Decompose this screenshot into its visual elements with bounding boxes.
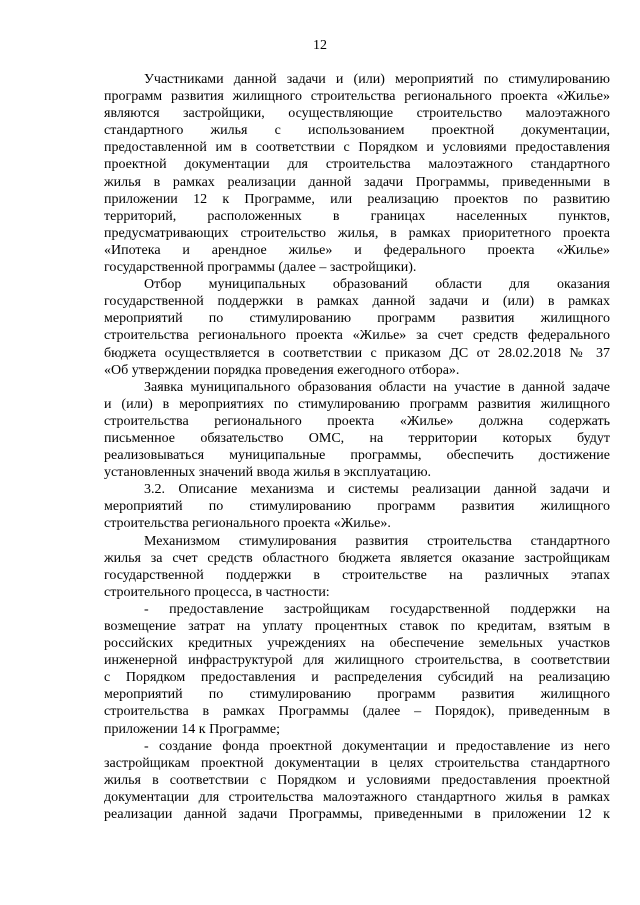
text-line: программ развития жилищного строительства регионального проекта «Жилье»: [104, 89, 610, 105]
text-line: строительного процесса, в частности:: [104, 584, 330, 600]
text-line: мероприятий по стимулированию программ развития жилищного: [104, 311, 610, 327]
text-line: жилья в рамках реализации данной задачи Программы, приведенными в: [104, 174, 610, 190]
text-line: российских кредитных учреждениях на обеспечение земельных участков: [104, 636, 610, 652]
text-line: бюджета осуществляется в соответствии с приказом ДС от 28.02.2018 № 37: [104, 345, 610, 361]
text-line: приложении 12 к Программе, или реализацию проектов по развитию: [104, 191, 610, 207]
text-line: являются застройщики, осуществляющие строительство малоэтажного: [104, 106, 610, 122]
text-line: инженерной инфраструктурой для жилищного строительства, в соответствии: [104, 653, 610, 669]
paragraph: [104, 71, 610, 276]
paragraph: [104, 601, 610, 738]
text-line: Заявка муниципального образования области на участие в данной задаче: [144, 379, 610, 395]
text-line: Отбор муниципальных образований области для оказания: [144, 277, 610, 293]
text-line: - предоставление застройщикам государственной поддержки на: [144, 601, 610, 617]
text-line: жилья за счет средств областного бюджета является оказание застройщикам: [104, 550, 610, 566]
text-line: мероприятий по стимулированию программ развития жилищного: [104, 687, 610, 703]
text-line: реализовываться муниципальные программы, обеспечить достижение: [104, 448, 610, 464]
text-line: - создание фонда проектной документации и предоставление из него: [144, 738, 610, 754]
paragraph: [104, 276, 610, 379]
text-line: государственной программы (далее – застройщики).: [104, 260, 417, 276]
text-line: строительства в рамках Программы (далее – Порядок), приведенным в: [104, 704, 610, 720]
text-line: жилья в соответствии с Порядком и условиями предоставления проектной: [104, 772, 610, 788]
paragraph: [104, 481, 610, 532]
text-line: предусматривающих строительство жилья, в рамках приоритетного проекта: [104, 225, 610, 241]
text-line: предоставленной им в соответствии с Порядком и условиями предоставления: [104, 140, 610, 156]
page-body: [104, 71, 610, 823]
text-line: мероприятий по стимулированию программ развития жилищного: [104, 499, 610, 515]
text-line: строительства регионального проекта «Жилье».: [104, 516, 391, 532]
text-line: Участниками данной задачи и (или) мероприятий по стимулированию: [144, 72, 610, 87]
text-line: 3.2. Описание механизма и системы реализации данной задачи и: [144, 482, 610, 498]
text-line: проектной документации для строительства малоэтажного стандартного: [104, 157, 610, 173]
text-line: территорий, расположенных в границах населенных пунктов,: [104, 208, 610, 224]
text-line: возмещение затрат на уплату процентных ставок по кредитам, взятым в: [104, 619, 610, 634]
paragraph: [104, 738, 610, 823]
text-line: «Об утверждении порядка проведения ежегодного отбора».: [104, 362, 460, 378]
text-line: Механизмом стимулирования развития строительства стандартного: [144, 533, 610, 549]
text-line: строительства регионального проекта «Жилье» за счет средств федерального: [104, 328, 610, 344]
text-line: государственной поддержки в строительстве на различных этапах: [104, 567, 610, 583]
text-line: установленных значений ввода жилья в эксплуатацию.: [104, 465, 432, 481]
text-line: строительства регионального проекта «Жилье» должна содержать: [104, 413, 610, 429]
paragraph: [104, 379, 610, 482]
text-line: документации для строительства малоэтажного стандартного жилья в рамках: [104, 789, 610, 805]
page-number: 12: [313, 38, 327, 53]
text-line: письменное обязательство ОМС, на территории которых будут: [104, 430, 610, 446]
text-line: и (или) в мероприятиях по стимулированию программ развития жилищного: [104, 396, 610, 412]
text-line: застройщикам проектной документации в целях строительства стандартного: [104, 755, 610, 771]
text-line: с Порядком предоставления и распределения субсидий на реализацию: [104, 670, 610, 686]
paragraph: [104, 533, 610, 601]
text-line: стандартного жилья с использованием проектной документации,: [104, 123, 610, 139]
text-line: «Ипотека и арендное жилье» и федерального проекта «Жилье»: [104, 242, 610, 258]
text-line: государственной поддержки в рамках данной задачи и (или) в рамках: [104, 294, 610, 310]
text-line: реализации данной задачи Программы, приведенными в приложении 12 к: [104, 807, 610, 823]
text-line: приложении 14 к Программе;: [104, 721, 280, 737]
